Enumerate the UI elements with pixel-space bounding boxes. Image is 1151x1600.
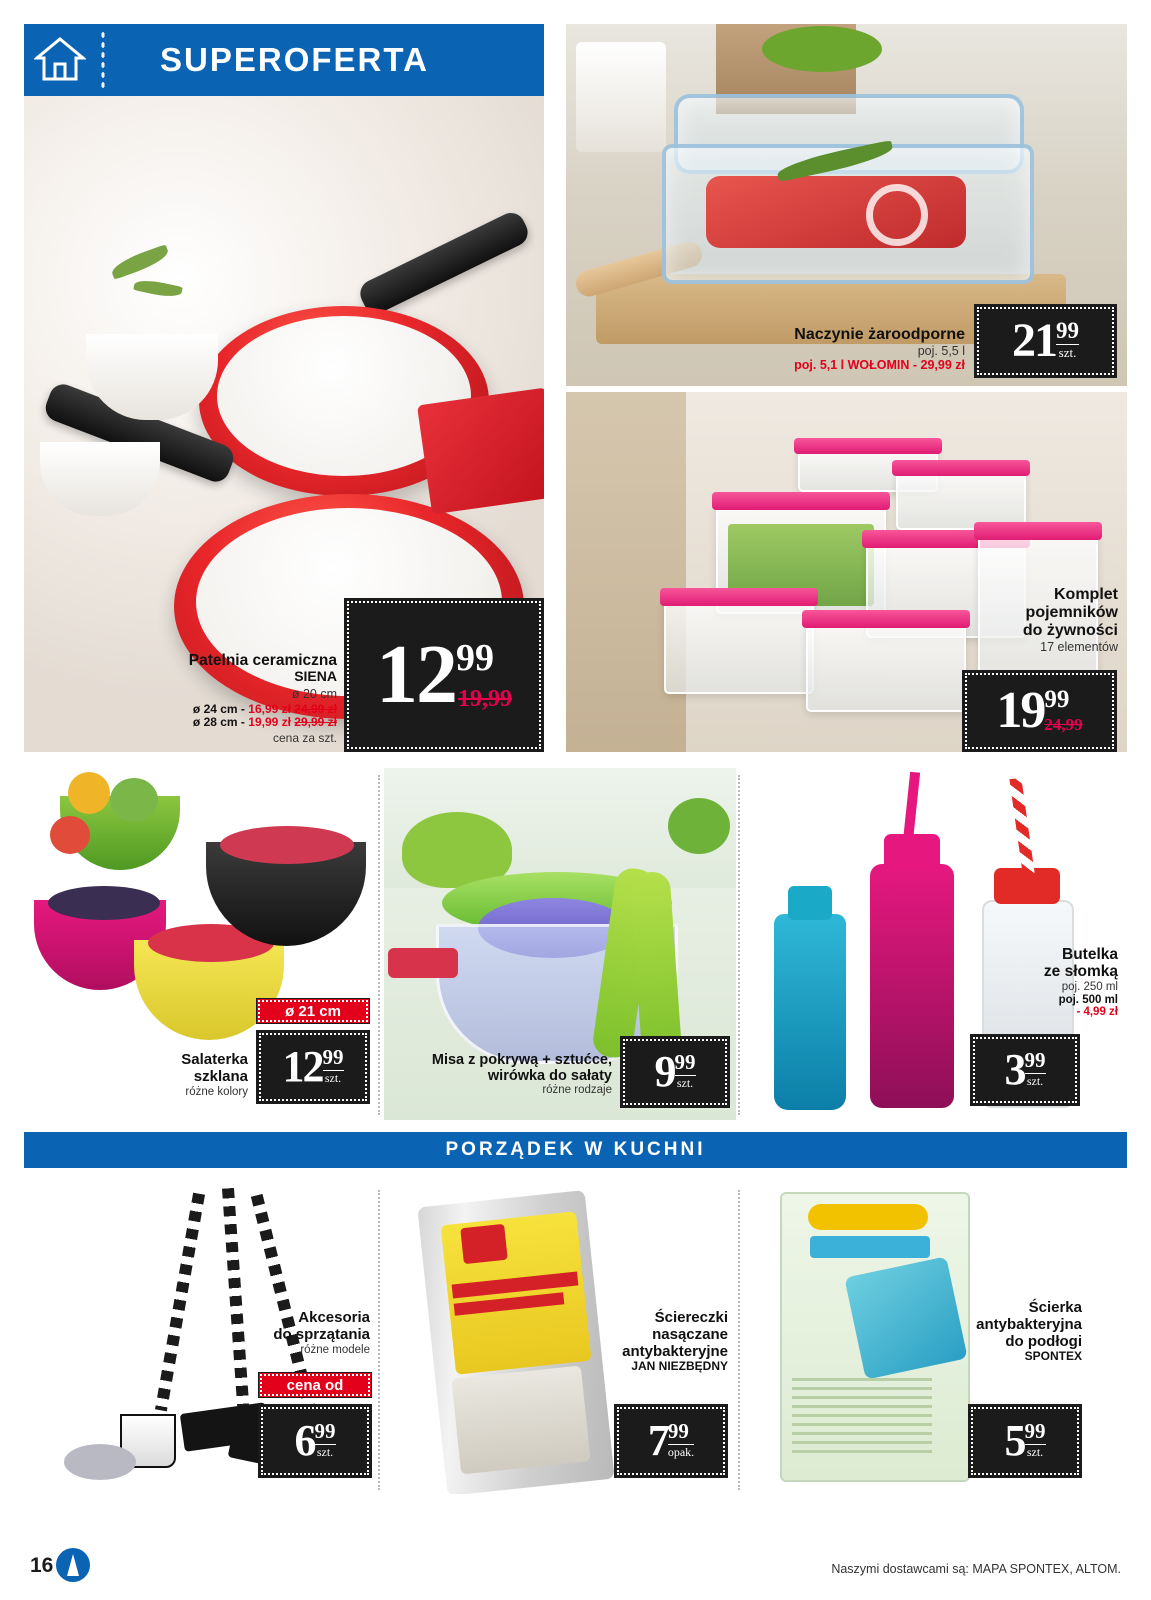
product-name-salaterka (152, 1052, 248, 1098)
price-integer: 7 (647, 1416, 668, 1465)
container-back-right (896, 470, 1026, 530)
brand-logo-mark (460, 1224, 508, 1264)
product-name-akcesoria (230, 1310, 370, 1356)
container-lid (794, 438, 942, 454)
straw-red (1009, 778, 1034, 875)
variant-24-label: ø 24 cm - (192, 702, 249, 717)
price-decimal: 99 (1024, 1048, 1046, 1072)
product-capacity-2: poj. 500 ml (1058, 993, 1118, 1006)
product-name-sciereczki (580, 1310, 728, 1374)
banner-dots-decoration (100, 30, 106, 90)
price-akcesoria (258, 1404, 372, 1478)
product-title-line1: Ścierka (1028, 1299, 1082, 1316)
bottle-blue (774, 914, 846, 1110)
price-integer: 12 (376, 628, 456, 721)
price-decimal: 99 (1044, 686, 1070, 713)
product-brand: JAN NIEZBĘDNY (631, 1359, 728, 1374)
price-decimal: 99 (674, 1050, 696, 1074)
price-integer: 19 (996, 682, 1045, 739)
steel-wool (64, 1444, 136, 1480)
variant-24-old-price: 24,99 zł (294, 702, 337, 717)
section-title-porzadek (24, 1132, 1127, 1168)
pack-text-block (792, 1378, 932, 1454)
price-decimal: 99 (322, 1045, 344, 1069)
price-decimal: 99 (456, 637, 494, 679)
price-unit: szt. (1025, 1073, 1046, 1087)
price-pojemniki (962, 670, 1117, 752)
product-name-scierka (930, 1300, 1082, 1364)
container-lid-2 (892, 460, 1030, 476)
pack-product-name-band (810, 1236, 930, 1258)
house-icon (34, 34, 86, 84)
mop-handle-1 (155, 1193, 205, 1412)
page-number: 16 (30, 1554, 54, 1577)
product-elements: 17 elementów (1040, 639, 1118, 654)
tomato-decoration (388, 948, 458, 978)
herb-decoration (109, 244, 171, 280)
price-sciereczki (614, 1404, 728, 1478)
product-capacity: poj. 5,5 l (917, 343, 965, 358)
jar-prop (576, 42, 666, 152)
badge-label: cena od (286, 1376, 344, 1394)
product-variants: różne rodzaje (542, 1084, 612, 1097)
section-label: PORZĄDEK W KUCHNI (445, 1139, 706, 1160)
product-unit-note: cena za szt. (272, 730, 337, 745)
product-name-pojemniki (900, 586, 1118, 654)
variant-28-price: 19,99 zł (248, 715, 295, 730)
herb-decoration-2 (133, 277, 183, 300)
product-title-line2: antybakteryjna (976, 1315, 1082, 1333)
berries-black-bowl (220, 826, 354, 864)
price-scierka (968, 1404, 1082, 1478)
product-title-line1: Butelka (1062, 946, 1118, 963)
price-decimal: 99 (1056, 318, 1079, 343)
pan-handle-back (356, 208, 533, 317)
pack-photo-area (451, 1365, 590, 1474)
badge-salaterka-size (256, 998, 370, 1024)
old-price: 19,99 (458, 686, 512, 712)
lettuce-prop (762, 26, 882, 72)
product-capacity-2-price: - 4,99 zł (1076, 1006, 1118, 1019)
blueberries (48, 886, 160, 920)
price-salaterka (256, 1030, 370, 1104)
price-unit: szt. (1025, 1444, 1046, 1458)
fruit-orange (68, 772, 110, 814)
product-note: poj. 5,1 l WOŁOMIN - 29,99 zł (794, 357, 965, 372)
price-misa (620, 1036, 730, 1108)
container-lid-7 (974, 522, 1102, 540)
product-capacity-1: poj. 250 ml (1061, 980, 1118, 993)
product-title-line1: Komplet (1054, 586, 1118, 603)
price-integer: 6 (294, 1416, 315, 1465)
product-title-line3: do żywności (1022, 621, 1118, 639)
cloth-prop (417, 387, 544, 514)
badge-label: ø 21 cm (285, 1002, 341, 1020)
price-patelnia (344, 598, 544, 752)
product-title-line2: szklana (193, 1067, 248, 1085)
product-title-line3: antybakteryjne (622, 1342, 728, 1360)
food-onion (866, 184, 928, 246)
product-title-line2: nasączane (652, 1325, 728, 1343)
product-title: Patelnia ceramiczna (188, 652, 337, 669)
product-name-misa (390, 1052, 612, 1097)
price-integer: 12 (282, 1042, 323, 1091)
divider-1 (378, 775, 380, 1115)
price-integer: 9 (654, 1047, 675, 1096)
variant-28-old-price: 29,99 zł (294, 715, 337, 730)
price-naczynie (974, 304, 1117, 378)
old-price: 24,99 (1044, 715, 1083, 734)
supplier-note: Naszymi dostawcami są: MAPA SPONTEX, ALTOM. (831, 1562, 1121, 1576)
page-title: SUPEROFERTA (160, 41, 429, 78)
product-title-line1: Misa z pokrywą + sztućce, (431, 1052, 612, 1068)
price-butelka (970, 1034, 1080, 1106)
price-decimal: 99 (667, 1419, 689, 1443)
product-title-line3: do podłogi (1005, 1332, 1082, 1350)
pack-brand-badge (808, 1204, 928, 1230)
plate-prop (40, 442, 160, 516)
price-integer: 3 (1004, 1045, 1025, 1094)
badge-akcesoria-cena-od (258, 1372, 372, 1398)
divider-4 (738, 1190, 740, 1490)
price-unit: opak. (667, 1445, 695, 1459)
fruit-red (50, 816, 90, 854)
price-integer: 5 (1004, 1416, 1025, 1465)
product-title-line2: do sprzątania (273, 1325, 370, 1343)
product-title-line2: pojemników (1025, 603, 1118, 621)
price-integer: 21 (1012, 314, 1056, 367)
price-unit: szt. (675, 1075, 696, 1089)
variant-28-label: ø 28 cm - (192, 715, 249, 730)
mop-handle-2 (222, 1188, 250, 1418)
product-variants: różne kolory (185, 1085, 248, 1098)
lettuce-right (668, 798, 730, 854)
price-decimal: 99 (1024, 1419, 1046, 1443)
product-title-line1: Ściereczki (654, 1309, 728, 1326)
fruit-apple (110, 778, 158, 822)
product-size: ø 20 cm (291, 687, 337, 702)
container-front-left (664, 598, 814, 694)
product-name-patelnia (172, 652, 337, 745)
product-title: Naczynie żaroodporne (794, 326, 965, 343)
product-brand: SPONTEX (1024, 1349, 1082, 1364)
container-lid-3 (712, 492, 890, 510)
container-lid-5 (660, 588, 818, 606)
product-title-line2: ze słomką (1043, 963, 1118, 981)
carrefour-logo (56, 1548, 90, 1582)
product-title-line1: Akcesoria (298, 1309, 370, 1326)
product-name-naczynie (700, 326, 965, 372)
variant-24-price: 16,99 zł (248, 702, 295, 717)
price-unit: szt. (1056, 344, 1079, 359)
price-unit: szt. (315, 1444, 336, 1458)
bottle-blue-cap (788, 886, 832, 920)
product-name-butelka (930, 946, 1118, 1019)
product-title-line1: Salaterka (181, 1051, 248, 1068)
product-title-line2: wirówka do sałaty (487, 1068, 612, 1085)
price-unit: szt. (323, 1070, 344, 1084)
background-wood (566, 392, 686, 752)
product-brand: SIENA (294, 668, 337, 685)
price-decimal: 99 (314, 1419, 336, 1443)
product-variants: różne modele (300, 1343, 370, 1356)
divider-2 (738, 775, 740, 1115)
divider-3 (378, 1190, 380, 1490)
